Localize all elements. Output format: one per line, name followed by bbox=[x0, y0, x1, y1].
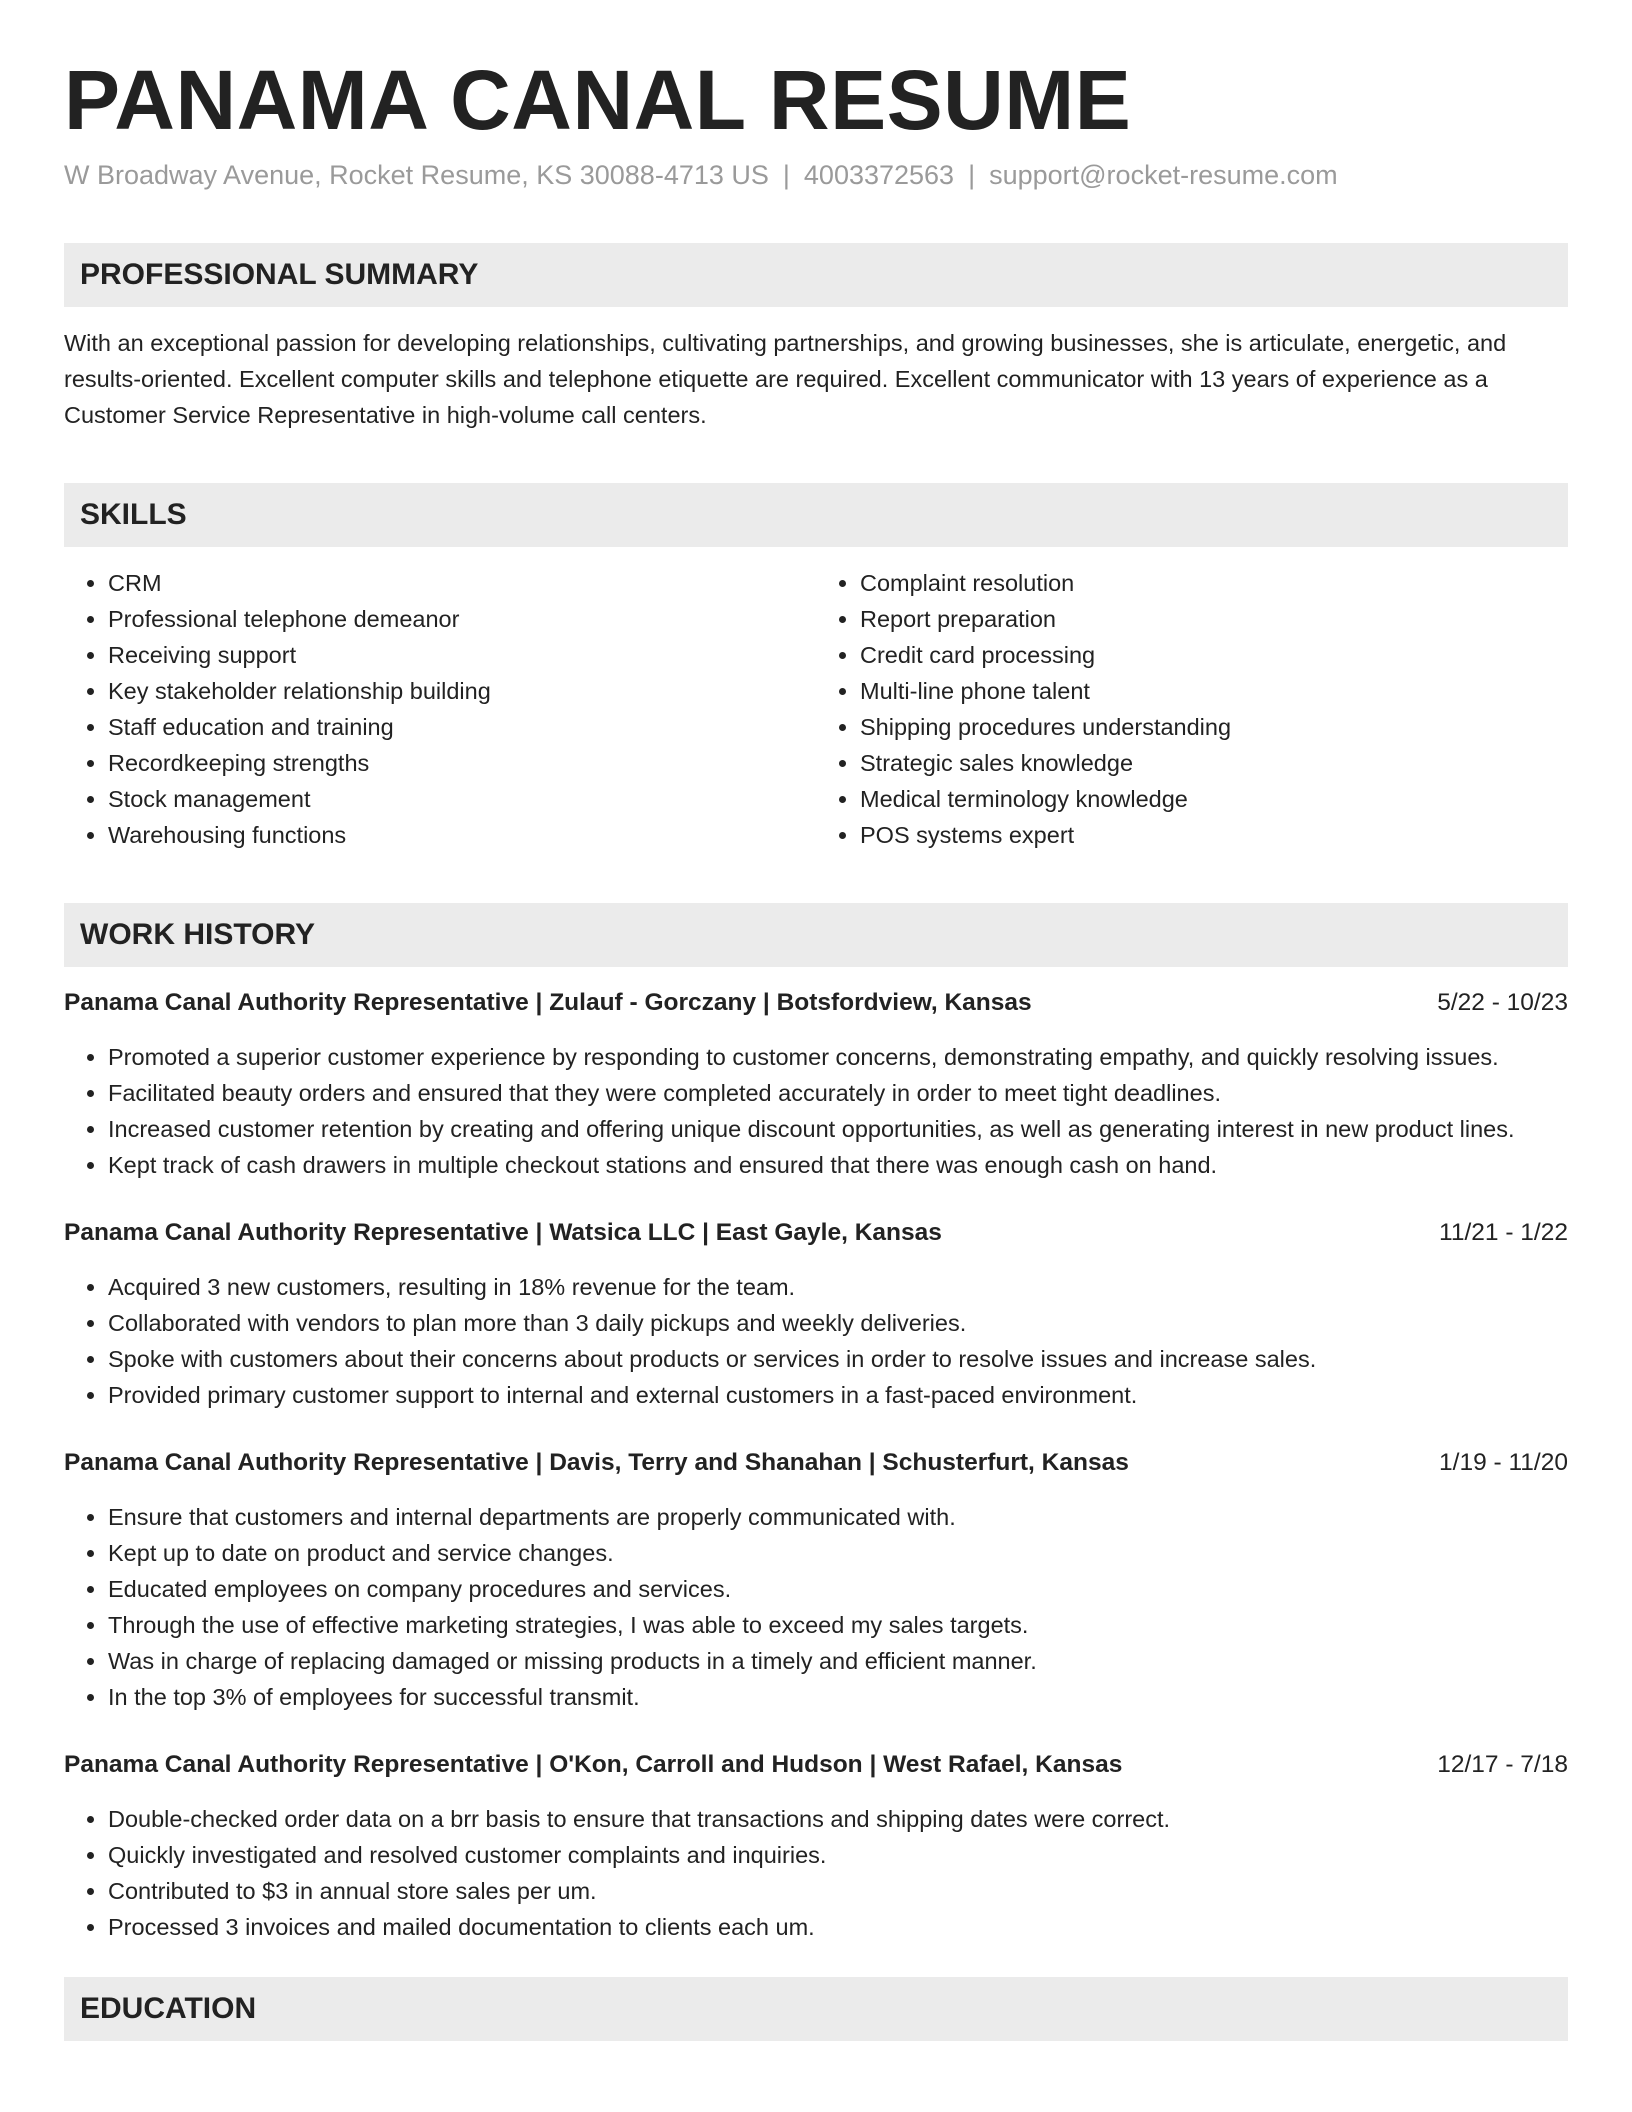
skills-list bbox=[64, 565, 1568, 853]
contact-address: W Broadway Avenue, Rocket Resume, KS 30088-4713 US bbox=[64, 160, 769, 191]
skill-item: • Staff education and training bbox=[108, 709, 816, 745]
job-entry bbox=[64, 1215, 1568, 1413]
job-title: Panama Canal Authority Representative | O'Kon, Carroll and Hudson | West Rafael, Kansas bbox=[64, 1751, 1123, 1779]
skill-item: • Recordkeeping strengths bbox=[108, 745, 816, 781]
contact-phone: 4003372563 bbox=[803, 160, 955, 191]
section-heading-education: EDUCATION bbox=[64, 1977, 1568, 2041]
job-title: Panama Canal Authority Representative | Watsica LLC | East Gayle, Kansas bbox=[64, 1219, 942, 1247]
section-heading-summary: PROFESSIONAL SUMMARY bbox=[64, 243, 1568, 307]
job-bullets bbox=[64, 1801, 1568, 1945]
job-bullet: • Ensure that customers and internal departments are properly communicated with. bbox=[108, 1499, 1568, 1535]
job-bullet: • Educated employees on company procedures and services. bbox=[108, 1571, 1568, 1607]
skill-item: • Receiving support bbox=[108, 637, 816, 673]
skill-item: • Strategic sales knowledge bbox=[860, 745, 1568, 781]
job-header bbox=[64, 1215, 1568, 1251]
job-bullet: • Was in charge of replacing damaged or missing products in a timely and efficient manner. bbox=[108, 1643, 1568, 1679]
skill-item: • CRM bbox=[108, 565, 816, 601]
skill-item: • Multi-line phone talent bbox=[860, 673, 1568, 709]
job-header bbox=[64, 985, 1568, 1021]
job-bullet: • Quickly investigated and resolved customer complaints and inquiries. bbox=[108, 1837, 1568, 1873]
contact-separator: | bbox=[782, 160, 790, 191]
job-bullet: • Collaborated with vendors to plan more than 3 daily pickups and weekly deliveries. bbox=[108, 1305, 1568, 1341]
job-dates: 11/21 - 1/22 bbox=[1439, 1219, 1568, 1247]
job-title: Panama Canal Authority Representative | Davis, Terry and Shanahan | Schusterfurt, Kansas bbox=[64, 1449, 1129, 1477]
job-header bbox=[64, 1747, 1568, 1783]
job-header bbox=[64, 1445, 1568, 1481]
summary-text: With an exceptional passion for developing relationships, cultivating partnerships, and growing businesses, she is articulate, energetic, and results-oriented. Excellent computer skills and telephone etiquette are required. Excellent communicator with 13 years of experience as a Customer Service Representative in high-volume call centers. bbox=[64, 330, 1507, 429]
job-bullet: • Provided primary customer support to internal and external customers in a fast-paced environment. bbox=[108, 1377, 1568, 1413]
section-heading-work-history: WORK HISTORY bbox=[64, 903, 1568, 967]
skill-item: • Report preparation bbox=[860, 601, 1568, 637]
job-bullet: • Promoted a superior customer experience by responding to customer concerns, demonstrating empathy, and quickly resolving issues. bbox=[108, 1039, 1568, 1075]
job-bullets bbox=[64, 1499, 1568, 1715]
skill-item: • Shipping procedures understanding bbox=[860, 709, 1568, 745]
job-title: Panama Canal Authority Representative | Zulauf - Gorczany | Botsfordview, Kansas bbox=[64, 989, 1032, 1017]
skills-column-right bbox=[816, 565, 1568, 853]
skill-item: • Credit card processing bbox=[860, 637, 1568, 673]
job-bullet: • Through the use of effective marketing strategies, I was able to exceed my sales targets. bbox=[108, 1607, 1568, 1643]
job-bullet: • Increased customer retention by creating and offering unique discount opportunities, as well as generating interest in new product lines. bbox=[108, 1111, 1568, 1147]
job-bullet: • Acquired 3 new customers, resulting in 18% revenue for the team. bbox=[108, 1269, 1568, 1305]
skill-item: • Warehousing functions bbox=[108, 817, 816, 853]
skill-item: • Key stakeholder relationship building bbox=[108, 673, 816, 709]
skill-item: • Medical terminology knowledge bbox=[860, 781, 1568, 817]
skill-item: • Professional telephone demeanor bbox=[108, 601, 816, 637]
job-dates: 5/22 - 10/23 bbox=[1437, 989, 1568, 1017]
job-bullet: • Kept track of cash drawers in multiple checkout stations and ensured that there was enough cash on hand. bbox=[108, 1147, 1568, 1183]
section-heading-skills: SKILLS bbox=[64, 483, 1568, 547]
job-bullet: • In the top 3% of employees for successful transmit. bbox=[108, 1679, 1568, 1715]
job-bullet: • Spoke with customers about their concerns about products or services in order to resolve issues and increase sales. bbox=[108, 1341, 1568, 1377]
skill-item: • Stock management bbox=[108, 781, 816, 817]
job-bullet: • Double-checked order data on a brr basis to ensure that transactions and shipping dates were correct. bbox=[108, 1801, 1568, 1837]
contact-separator: | bbox=[968, 160, 976, 191]
skills-column-left bbox=[64, 565, 816, 853]
job-entry bbox=[64, 1747, 1568, 1945]
job-bullets bbox=[64, 1039, 1568, 1183]
job-entry bbox=[64, 1445, 1568, 1715]
job-bullets bbox=[64, 1269, 1568, 1413]
job-bullet: • Contributed to $3 in annual store sales per um. bbox=[108, 1873, 1568, 1909]
job-bullet: • Kept up to date on product and service changes. bbox=[108, 1535, 1568, 1571]
job-dates: 12/17 - 7/18 bbox=[1437, 1751, 1568, 1779]
contact-line bbox=[64, 160, 1568, 191]
job-bullet: • Facilitated beauty orders and ensured that they were completed accurately in order to meet tight deadlines. bbox=[108, 1075, 1568, 1111]
skill-item: • POS systems expert bbox=[860, 817, 1568, 853]
job-entry bbox=[64, 985, 1568, 1183]
contact-email: support@rocket-resume.com bbox=[989, 160, 1338, 191]
resume-title: PANAMA CANAL RESUME bbox=[64, 53, 1132, 147]
job-dates: 1/19 - 11/20 bbox=[1439, 1449, 1568, 1477]
skill-item: • Complaint resolution bbox=[860, 565, 1568, 601]
job-bullet: • Processed 3 invoices and mailed documentation to clients each um. bbox=[108, 1909, 1568, 1945]
